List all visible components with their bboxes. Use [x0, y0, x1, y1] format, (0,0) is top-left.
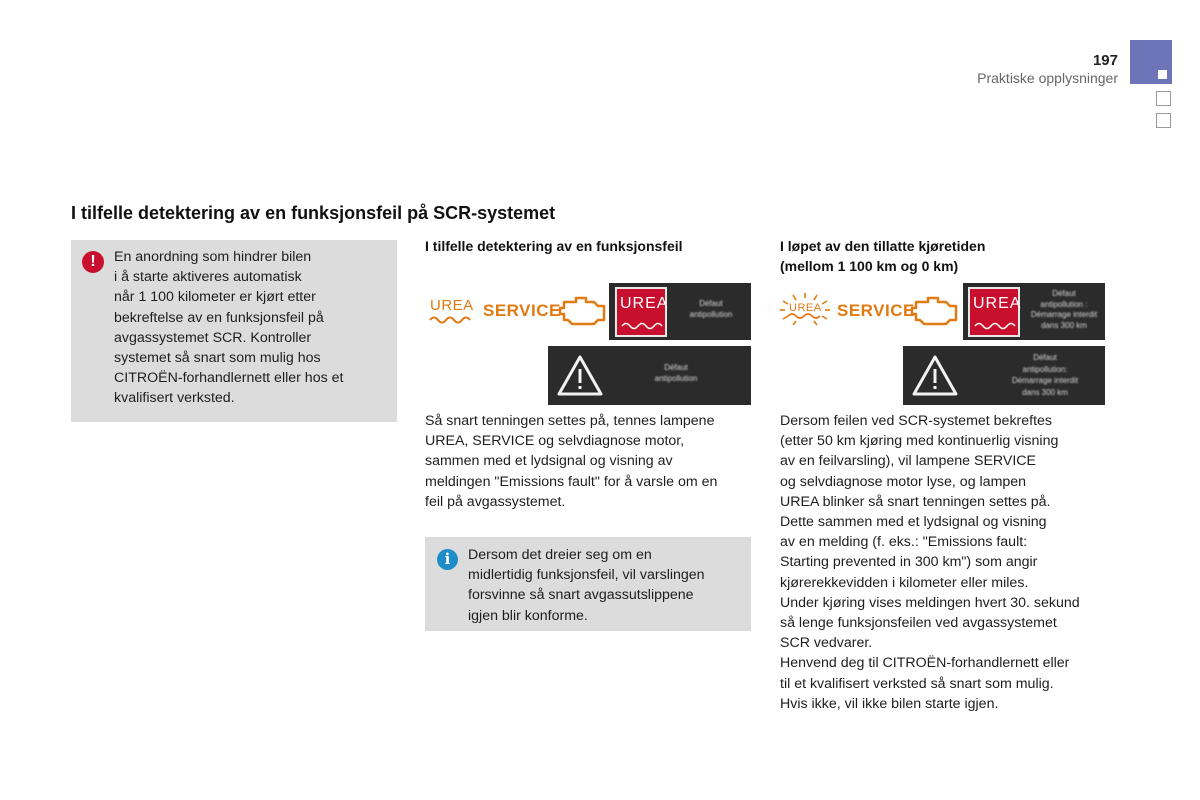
display-message — [636, 362, 716, 384]
text-line: Under kjøring vises meldingen hvert 30. sekund — [780, 594, 1080, 611]
main-title: I tilfelle detektering av en funksjonsfeil på SCR-systemet — [71, 203, 556, 223]
urea-level-icon — [621, 321, 663, 331]
warning-line: CITROËN-forhandlernett eller hos et — [114, 370, 344, 387]
service-lamp-label: SERVICE — [483, 301, 561, 320]
display-message-line: Démarrage interdit — [1011, 376, 1079, 385]
urea-lamp-label: UREA — [430, 297, 474, 314]
info-line: Dersom det dreier seg om en — [468, 547, 652, 563]
text-line: av en feilvarsling), vil lampene SERVICE — [780, 453, 1037, 470]
info-text — [468, 545, 748, 626]
text-line: sammen med et lydsignal og visning av — [425, 453, 673, 470]
warning-line: bekreftelse av en funksjonsfeil på — [114, 309, 324, 326]
text-line: feil på avgassystemet. — [425, 493, 566, 510]
text-line: UREA, SERVICE og selvdiagnose motor, — [425, 433, 685, 450]
urea-level-icon — [974, 321, 1016, 331]
display-message-line: Défaut — [664, 363, 688, 372]
section-title: Praktiske opplysninger — [977, 70, 1118, 86]
display-message — [676, 298, 746, 320]
warning-line: når 1 100 kilometer er kjørt etter — [114, 289, 316, 306]
info-line: igjen blir konforme. — [468, 607, 588, 624]
warning-line: En anordning som hindrer bilen — [114, 249, 312, 265]
text-line: Hvis ikke, vil ikke bilen starte igjen. — [780, 695, 999, 712]
service-lamp-label: SERVICE — [837, 301, 915, 320]
page-number: 197 — [1092, 52, 1118, 69]
display-message-line: Démarrage interdit — [1030, 310, 1098, 319]
text-line: kjørerekkevidden i kilometer eller miles. — [780, 574, 1029, 591]
display-message-line: dans 300 km — [1041, 320, 1087, 330]
urea-display-label: UREA — [973, 295, 1022, 312]
text-line: UREA blinker så snart tenningen settes på. — [780, 493, 1051, 510]
chapter-tab-box — [1156, 91, 1171, 106]
text-line: meldingen "Emissions fault" for å varsle om en — [425, 473, 718, 490]
exclamation-warning-icon: ! — [82, 251, 104, 273]
urea-display-box — [615, 287, 667, 337]
info-line: forsvinne så snart avgassutslippene — [468, 587, 694, 604]
warning-triangle-icon — [911, 353, 959, 397]
text-line: Dersom feilen ved SCR-systemet bekreftes — [780, 413, 1053, 429]
text-line: SCR vedvarer. — [780, 635, 873, 652]
warning-triangle-icon — [556, 353, 604, 397]
display-message-line: dans 300 km — [1022, 387, 1068, 397]
text-line: til et kvalifisert verksted så snart som mulig. — [780, 675, 1054, 692]
warning-text — [114, 247, 389, 409]
display-message-line: Défaut — [1052, 289, 1076, 298]
urea-display-box — [968, 287, 1020, 337]
column-heading — [780, 236, 1120, 276]
text-line: Dette sammen med et lydsignal og visning — [780, 514, 1047, 531]
display-message-line: Défaut — [1033, 353, 1057, 362]
warning-line: kvalifisert verksted. — [114, 390, 235, 407]
info-icon: i — [437, 549, 458, 570]
text-line: så lenge funksjonsfeilen ved avgassystemet — [780, 615, 1057, 632]
text-line: og selvdiagnose motor lyse, og lampen — [780, 473, 1027, 490]
info-line: midlertidig funksjonsfeil, vil varslingen — [468, 567, 705, 584]
display-message-line: antipollution — [654, 374, 698, 383]
text-line: Henvend deg til CITROËN-forhandlernett eller — [780, 655, 1070, 672]
heading-line: (mellom 1 100 km og 0 km) — [780, 258, 959, 274]
display-message-line: Défaut — [699, 299, 723, 308]
engine-check-icon — [556, 294, 608, 330]
engine-check-icon — [908, 294, 960, 330]
display-message — [1026, 289, 1102, 331]
warning-line: i å starte aktiveres automatisk — [114, 269, 302, 286]
text-line: Så snart tenningen settes på, tennes lampene — [425, 413, 715, 429]
warning-line: avgassystemet SCR. Kontroller — [114, 329, 312, 346]
text-line: (etter 50 km kjøring med kontinuerlig visning — [780, 433, 1059, 450]
urea-wave-icon — [428, 315, 474, 325]
heading-line: I løpet av den tillatte kjøretiden — [780, 238, 986, 254]
display-message-line: antipollution: — [1022, 364, 1068, 374]
column-body-text — [425, 411, 755, 512]
display-message-line: antipollution — [689, 310, 733, 319]
column-body-text — [780, 411, 1125, 714]
warning-line: systemet så snart som mulig hos — [114, 350, 321, 367]
display-message — [1000, 352, 1090, 398]
chapter-tab-box — [1156, 113, 1171, 128]
chapter-tab-marker — [1158, 70, 1167, 79]
urea-lamp-label: UREA — [789, 302, 822, 314]
text-line: Starting prevented in 300 km") som angir — [780, 554, 1038, 571]
display-message-line: antipollution : — [1040, 299, 1088, 309]
column-heading: I tilfelle detektering av en funksjonsfeil — [425, 238, 683, 254]
text-line: av en melding (f. eks.: "Emissions fault: — [780, 534, 1028, 551]
urea-display-label: UREA — [620, 295, 669, 312]
